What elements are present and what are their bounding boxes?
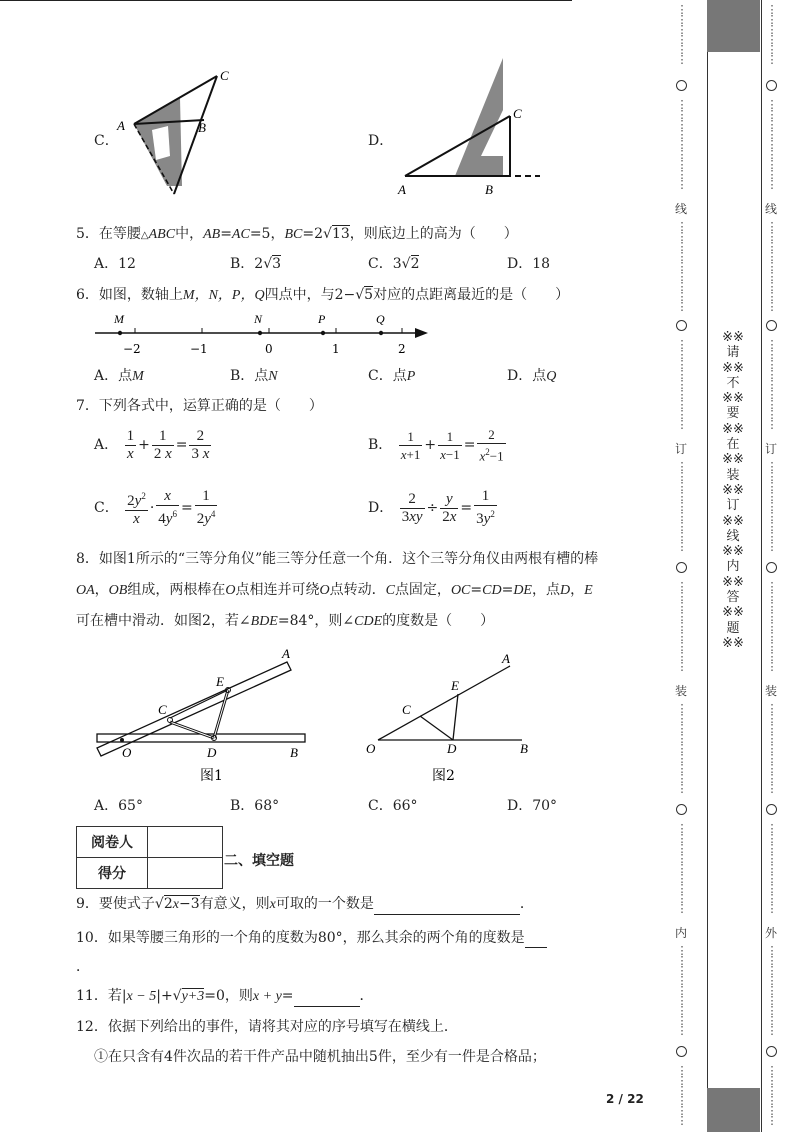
q11-answer-blank[interactable]: [294, 986, 360, 1007]
q12-stem: 12．依据下列给出的事件，请将其对应的序号填写在横线上．: [76, 1019, 458, 1035]
q4-figure-c: [112, 68, 232, 198]
q4-d-label-a: A: [398, 182, 406, 197]
binding-strip-top: [707, 0, 760, 52]
q7-option-d[interactable]: D． $\frac{2}{3xy}$ ÷ $\frac{y}{2x}$ = $\frac{1}{3y^2}$: [368, 488, 495, 527]
q6-option-c[interactable]: C．点P: [368, 368, 416, 384]
binding-hole-left-5: [676, 1046, 687, 1057]
q10-end: ．: [76, 959, 90, 975]
binding-hole-left-1: [676, 80, 687, 91]
q8-fig1-label-a: A: [282, 646, 290, 661]
q4-c-label-a: A: [117, 118, 125, 133]
q11-stem: 11．若|x − 5|+√y+3=0，则x + y= ．: [76, 986, 374, 1007]
q9-stem: 9．要使式子√2x−3有意义，则x可取的一个数是 ．: [76, 894, 534, 915]
q6-point-m: M: [114, 312, 124, 326]
q6-tick-1: 1: [332, 342, 340, 356]
q7-option-b[interactable]: B． $\frac{1}{x+1}$ + $\frac{1}{x-1}$ = $\frac{2}{x^2-1}$: [368, 427, 504, 464]
q6-point-q: Q: [376, 312, 385, 326]
q8-stem-line1: 8．如图1所示的“三等分角仪”能三等分任意一个角．这个三等分角仪由两根有槽的棒: [76, 551, 599, 567]
binding-strip-bottom: [707, 1088, 760, 1132]
q8-figure-1: [92, 640, 312, 788]
q9-answer-blank[interactable]: [374, 894, 520, 915]
binding-hole-left-4: [676, 804, 687, 815]
q8-figure-2: [362, 646, 542, 788]
q8-fig1-label-b: B: [290, 745, 298, 760]
q8-fig1-label-e: E: [216, 674, 224, 689]
binding-right-char-zhuang: 装: [765, 684, 778, 698]
binding-notice: ※※请※※不※※要※※在※※装※※订※※线※※内※※答※※题※※: [722, 330, 744, 651]
binding-hole-right-3: [766, 562, 777, 573]
q8-fig2-label-a: A: [502, 651, 510, 666]
q8-fig2-label-b: B: [520, 741, 528, 756]
score-cell[interactable]: [148, 858, 223, 889]
q5-option-d[interactable]: D．18: [507, 256, 551, 272]
binding-right-char-wai: 外: [765, 926, 778, 940]
section-title: 二、填空题: [224, 853, 294, 869]
q7-stem: 7．下列各式中，运算正确的是（ ）: [76, 398, 323, 414]
reviewer-label: 阅卷人: [77, 827, 148, 858]
q4-d-label-c: C: [513, 106, 522, 121]
q8-fig2-label-e: E: [451, 678, 459, 693]
binding-left-char-nei: 内: [675, 926, 688, 940]
q8-stem-line3: 可在槽中滑动．如图2，若∠BDE=84°，则∠CDE的度数是（ ）: [76, 613, 495, 629]
q4-option-d-label: D．: [368, 133, 394, 149]
header-rule: [0, 0, 572, 1]
q8-stem-line2: OA，OB组成，两根棒在O点相连并可绕O点转动．C点固定，OC=CD=DE，点D，E: [76, 582, 593, 598]
q6-option-a[interactable]: A．点M: [94, 368, 144, 384]
binding-right-char-xian: 线: [765, 202, 778, 216]
q4-d-label-b: B: [485, 182, 493, 197]
q8-fig1-label-o: O: [122, 745, 132, 760]
q6-tick-0: 0: [265, 342, 273, 356]
q10-stem: 10．如果等腰三角形的一个角的度数为80°，那么其余的两个角的度数是: [76, 927, 547, 948]
reviewer-cell[interactable]: [148, 827, 223, 858]
q6-tick-2: 2: [398, 342, 406, 356]
q8-fig2-caption: 图2: [432, 768, 455, 784]
q5-option-a[interactable]: A．12: [94, 256, 136, 272]
binding-left-column: ⋮ ⋮ ⋮ ⋮ ⋮ ⋮ ⋮ ⋮ ⋮ ⋮ ⋮ ⋮ ⋮ ⋮ ⋮ 线 ⋮ ⋮ ⋮ ⋮ ⋮ ⋮ ⋮ ⋮ ⋮ ⋮ ⋮ ⋮ ⋮ ⋮ ⋮ ⋮ ⋮ ⋮ 订 ⋮ ⋮ ⋮ ⋮ ⋮ ⋮ ⋮ ⋮ ⋮ ⋮ ⋮ ⋮ ⋮ ⋮ ⋮ ⋮ ⋮ ⋮ 装 ⋮ ⋮ ⋮ ⋮ ⋮ ⋮ ⋮ ⋮ ⋮ ⋮ ⋮ ⋮ ⋮ ⋮ ⋮ ⋮ ⋮ ⋮ 内 ⋮ ⋮ ⋮ ⋮ ⋮ ⋮ ⋮ ⋮ ⋮ ⋮ ⋮ ⋮ ⋮ ⋮ ⋮: [675, 3, 688, 1127]
q7-option-c[interactable]: C． $\frac{2y^2}{x}$ · $\frac{x}{4y^6}$ = $\frac{1}{2y^4}$: [94, 488, 216, 527]
q12-item-1: ①在只含有4件次品的若干件产品中随机抽出5件，至少有一件是合格品；: [94, 1049, 546, 1065]
q8-option-d[interactable]: D．70°: [507, 798, 558, 814]
q6-tick-neg2: −2: [123, 342, 141, 356]
q8-fig1-label-c: C: [158, 702, 167, 717]
q6-point-n: N: [254, 312, 263, 326]
q8-option-b[interactable]: B．68°: [230, 798, 280, 814]
q8-fig1-label-d: D: [207, 745, 217, 760]
binding-hole-left-2: [676, 320, 687, 331]
binding-hole-right-1: [766, 80, 777, 91]
q6-tick-neg1: −1: [190, 342, 208, 356]
q4-figure-d: [395, 58, 545, 198]
binding-left-char-xian: 线: [675, 202, 688, 216]
binding-left-char-ding: 订: [675, 442, 688, 456]
score-box: [76, 826, 223, 889]
q4-option-c-label: C．: [94, 133, 119, 149]
binding-right-column: ⋮ ⋮ ⋮ ⋮ ⋮ ⋮ ⋮ ⋮ ⋮ ⋮ ⋮ ⋮ ⋮ ⋮ ⋮ 线 ⋮ ⋮ ⋮ ⋮ ⋮ ⋮ ⋮ ⋮ ⋮ ⋮ ⋮ ⋮ ⋮ ⋮ ⋮ ⋮ ⋮ ⋮ 订 ⋮ ⋮ ⋮ ⋮ ⋮ ⋮ ⋮ ⋮ ⋮ ⋮ ⋮ ⋮ ⋮ ⋮ ⋮ ⋮ ⋮ ⋮ 装 ⋮ ⋮ ⋮ ⋮ ⋮ ⋮ ⋮ ⋮ ⋮ ⋮ ⋮ ⋮ ⋮ ⋮ ⋮ ⋮ ⋮ ⋮ 外 ⋮ ⋮ ⋮ ⋮ ⋮ ⋮ ⋮ ⋮ ⋮ ⋮ ⋮ ⋮ ⋮ ⋮ ⋮: [765, 3, 778, 1127]
q10-answer-blank[interactable]: [525, 927, 547, 948]
page-number: 2 / 22: [606, 1092, 644, 1106]
q4-c-label-b: B: [198, 120, 206, 135]
binding-hole-left-3: [676, 562, 687, 573]
q8-option-c[interactable]: C．66°: [368, 798, 418, 814]
q6-option-d[interactable]: D．点Q: [507, 368, 557, 384]
q7-option-a[interactable]: A． $\frac{1}{x}$ + $\frac{1}{2 x}$ = $\frac{2}{3 x}$: [94, 427, 210, 462]
q8-fig2-label-d: D: [447, 741, 457, 756]
q5-stem: 5．在等腰△ABC中，AB=AC=5，BC=2√13，则底边上的高为（ ）: [76, 226, 518, 242]
q6-stem: 6．如图，数轴上M，N，P，Q四点中，与2−√5对应的点距离最近的是（ ）: [76, 287, 570, 303]
q4-c-label-c: C: [220, 68, 229, 83]
q5-option-b[interactable]: B．2√3: [230, 256, 282, 272]
binding-hole-right-2: [766, 320, 777, 331]
binding-hole-right-4: [766, 804, 777, 815]
q6-number-line: [90, 310, 430, 358]
q8-fig1-caption: 图1: [200, 768, 223, 784]
score-label: 得分: [77, 858, 148, 889]
binding-left-char-zhuang: 装: [675, 684, 688, 698]
q5-option-c[interactable]: C．3√2: [368, 256, 420, 272]
q6-point-p: P: [318, 312, 326, 326]
q6-option-b[interactable]: B．点N: [230, 368, 278, 384]
q8-fig2-label-c: C: [402, 702, 411, 717]
binding-hole-right-5: [766, 1046, 777, 1057]
q8-option-a[interactable]: A．65°: [94, 798, 143, 814]
binding-right-char-ding: 订: [765, 442, 778, 456]
q8-fig2-label-o: O: [366, 741, 376, 756]
